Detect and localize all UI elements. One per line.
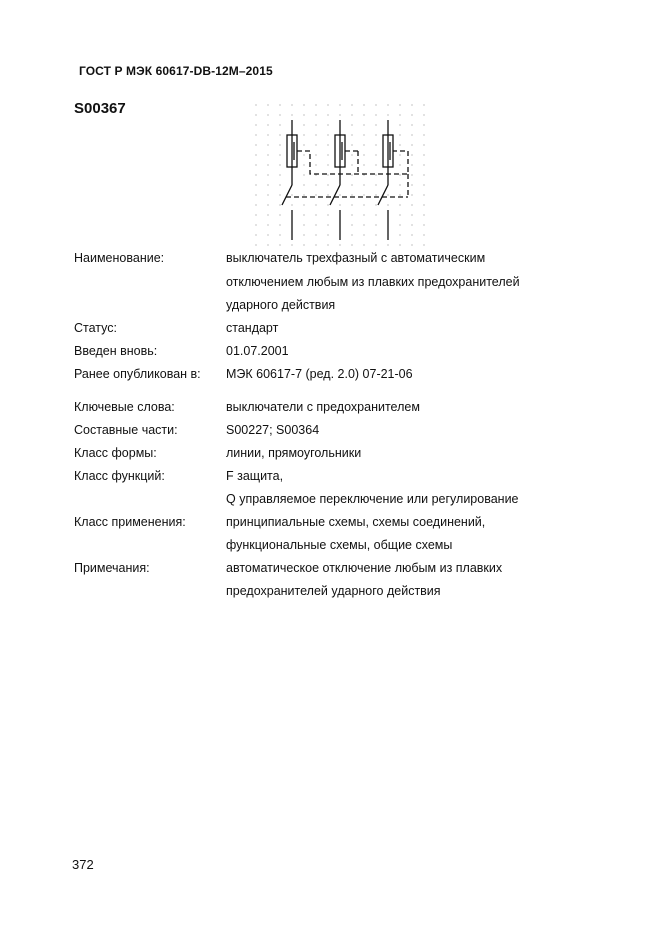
pole-1-switch-blade: [282, 185, 292, 205]
grid-dot: [303, 164, 304, 165]
grid-dot: [279, 164, 280, 165]
keywords-label: Ключевые слова:: [74, 400, 175, 414]
grid-dot: [315, 114, 316, 115]
notes-label: Примечания:: [74, 561, 150, 575]
function-class-value-line-2: Q управляемое переключение или регулирование: [226, 492, 519, 506]
grid-dot: [351, 214, 352, 215]
grid-dot: [387, 104, 388, 105]
grid-dot: [303, 244, 304, 245]
grid-dot: [411, 184, 412, 185]
grid-dot: [363, 194, 364, 195]
grid-dot: [315, 194, 316, 195]
grid-dot: [255, 214, 256, 215]
grid-dot: [351, 194, 352, 195]
grid-dot: [423, 144, 424, 145]
symbol-code: S00367: [74, 100, 126, 117]
grid-dot: [351, 104, 352, 105]
grid-dot: [339, 194, 340, 195]
grid-dot: [315, 144, 316, 145]
grid-dot: [279, 114, 280, 115]
grid-dot: [399, 114, 400, 115]
grid-dot: [411, 214, 412, 215]
grid-dot: [351, 234, 352, 235]
status-label: Статус:: [74, 321, 117, 335]
grid-dot: [315, 204, 316, 205]
grid-dot: [255, 234, 256, 235]
grid-dot: [255, 194, 256, 195]
grid-dot: [279, 144, 280, 145]
grid-dot: [303, 204, 304, 205]
grid-dot: [411, 194, 412, 195]
published-value: МЭК 60617-7 (ред. 2.0) 07-21-06: [226, 367, 413, 381]
function-class-value-line-1: F защита,: [226, 469, 284, 483]
notes-value-line-2: предохранителей ударного действия: [226, 584, 441, 598]
grid-dot: [255, 174, 256, 175]
grid-dot: [255, 184, 256, 185]
keywords-value: выключатели с предохранителем: [226, 400, 420, 414]
grid-dot: [375, 164, 376, 165]
grid-dot: [423, 164, 424, 165]
grid-dot: [327, 124, 328, 125]
status-value: стандарт: [226, 321, 279, 335]
grid-dot: [267, 124, 268, 125]
grid-dot: [291, 114, 292, 115]
grid-dot: [375, 134, 376, 135]
grid-dot: [399, 204, 400, 205]
grid-dot: [399, 184, 400, 185]
published-label: Ранее опубликован в:: [74, 367, 201, 381]
grid-dot: [411, 174, 412, 175]
grid-dot: [327, 144, 328, 145]
grid-dot: [327, 114, 328, 115]
grid-dot: [255, 124, 256, 125]
grid-dot: [423, 124, 424, 125]
grid-dot: [411, 134, 412, 135]
grid-dot: [327, 204, 328, 205]
grid-dot: [267, 214, 268, 215]
grid-dot: [387, 204, 388, 205]
grid-dot: [351, 124, 352, 125]
grid-dot: [375, 144, 376, 145]
document-header-title: ГОСТ Р МЭК 60617-DB-12M–2015: [79, 64, 273, 78]
grid-dot: [303, 114, 304, 115]
grid-dot: [327, 214, 328, 215]
grid-dot: [255, 114, 256, 115]
grid-dot: [315, 184, 316, 185]
grid-dot: [375, 234, 376, 235]
grid-dot: [363, 164, 364, 165]
grid-dot: [363, 134, 364, 135]
grid-dot: [399, 104, 400, 105]
grid-dot: [255, 104, 256, 105]
grid-dot: [339, 204, 340, 205]
pole-2-switch-blade: [330, 185, 340, 205]
grid-dot: [303, 184, 304, 185]
grid-dot: [399, 134, 400, 135]
grid-dot: [279, 204, 280, 205]
grid-dot: [255, 154, 256, 155]
grid-dot: [363, 144, 364, 145]
grid-dot: [279, 234, 280, 235]
grid-dot: [255, 134, 256, 135]
grid-dot: [399, 194, 400, 195]
grid-dot: [315, 214, 316, 215]
application-class-value-line-2: функциональные схемы, общие схемы: [226, 538, 453, 552]
grid-dot: [267, 104, 268, 105]
grid-dot: [315, 104, 316, 105]
grid-dot: [267, 134, 268, 135]
grid-dot: [363, 244, 364, 245]
application-class-value-line-1: принципиальные схемы, схемы соединений,: [226, 515, 486, 529]
fuse-switch-symbol: [282, 120, 408, 240]
grid-dot: [303, 124, 304, 125]
grid-dot: [399, 164, 400, 165]
grid-dot: [399, 174, 400, 175]
grid-dot: [303, 234, 304, 235]
grid-dot: [303, 144, 304, 145]
grid-dot: [423, 194, 424, 195]
grid-dot: [255, 144, 256, 145]
grid-dot: [267, 184, 268, 185]
grid-dot: [411, 154, 412, 155]
grid-dot: [351, 154, 352, 155]
name-value-line-1: выключатель трехфазный с автоматическим: [226, 251, 486, 265]
form-class-label: Класс формы:: [74, 446, 157, 460]
grid-dot: [327, 234, 328, 235]
notes-value-line-1: автоматическое отключение любым из плавких: [226, 561, 503, 575]
grid-dot: [423, 174, 424, 175]
grid-dot: [327, 164, 328, 165]
grid-dot: [303, 174, 304, 175]
grid-dot: [351, 244, 352, 245]
grid-dot: [327, 174, 328, 175]
grid-dot: [375, 114, 376, 115]
grid-dot: [315, 224, 316, 225]
grid-dot: [399, 214, 400, 215]
grid-dot: [423, 134, 424, 135]
grid-dot: [399, 244, 400, 245]
grid-dot: [279, 214, 280, 215]
grid-dot: [303, 154, 304, 155]
grid-dot: [315, 134, 316, 135]
grid-dot: [363, 214, 364, 215]
grid-dot: [267, 114, 268, 115]
grid-dot: [291, 244, 292, 245]
grid-dot: [267, 144, 268, 145]
grid-dot: [267, 244, 268, 245]
grid-dot: [423, 244, 424, 245]
grid-dot: [267, 194, 268, 195]
grid-dot: [267, 204, 268, 205]
grid-dot: [267, 154, 268, 155]
grid-dot: [267, 174, 268, 175]
grid-dot: [351, 204, 352, 205]
grid-dot: [399, 124, 400, 125]
grid-dot: [375, 244, 376, 245]
grid-dot: [303, 224, 304, 225]
grid-dot: [351, 114, 352, 115]
grid-dot: [315, 154, 316, 155]
grid-dot: [255, 224, 256, 225]
grid-dot: [363, 124, 364, 125]
grid-dot: [411, 224, 412, 225]
grid-dot: [327, 224, 328, 225]
grid-dot: [363, 204, 364, 205]
grid-dot: [363, 104, 364, 105]
name-value-line-2: отключением любым из плавких предохранителей: [226, 275, 520, 289]
grid-dot: [315, 124, 316, 125]
grid-dot: [387, 244, 388, 245]
grid-dot: [303, 214, 304, 215]
grid-dot: [279, 194, 280, 195]
grid-dot: [411, 124, 412, 125]
grid-dot: [267, 224, 268, 225]
grid-dot: [351, 164, 352, 165]
grid-dot: [387, 194, 388, 195]
grid-dot: [315, 164, 316, 165]
grid-dot: [303, 104, 304, 105]
grid-dot: [279, 174, 280, 175]
grid-dot: [327, 154, 328, 155]
grid-dot: [363, 184, 364, 185]
grid-dot: [387, 114, 388, 115]
grid-dot: [315, 234, 316, 235]
grid-dot: [351, 134, 352, 135]
grid-dot: [351, 184, 352, 185]
grid-dot: [423, 204, 424, 205]
grid-dot: [267, 164, 268, 165]
grid-dot: [375, 194, 376, 195]
introduced-label: Введен вновь:: [74, 344, 158, 358]
grid-dot: [279, 134, 280, 135]
parts-label: Составные части:: [74, 423, 178, 437]
grid-dot: [411, 204, 412, 205]
grid-dot: [375, 184, 376, 185]
grid-dot: [303, 134, 304, 135]
switch-fuse-symbol-diagram: [250, 100, 430, 250]
grid-dot: [423, 114, 424, 115]
grid-dot: [423, 154, 424, 155]
name-value-line-3: ударного действия: [226, 298, 336, 312]
grid-dot: [339, 114, 340, 115]
grid-dot: [411, 244, 412, 245]
grid-dot: [363, 234, 364, 235]
grid-dot: [375, 204, 376, 205]
grid-dot: [411, 114, 412, 115]
grid-dot: [363, 114, 364, 115]
parts-value: S00227; S00364: [226, 423, 320, 437]
grid-dot: [315, 244, 316, 245]
grid-dot: [399, 224, 400, 225]
grid-dot: [351, 144, 352, 145]
introduced-value: 01.07.2001: [226, 344, 289, 358]
grid-dot: [375, 224, 376, 225]
grid-dot: [291, 194, 292, 195]
grid-dot: [351, 224, 352, 225]
grid-dot: [411, 234, 412, 235]
name-label: Наименование:: [74, 251, 165, 265]
grid-dot: [279, 104, 280, 105]
grid-dot: [375, 124, 376, 125]
grid-dot: [255, 164, 256, 165]
grid-dot: [375, 174, 376, 175]
grid-dot: [279, 124, 280, 125]
grid-dot: [291, 204, 292, 205]
grid-dot: [279, 154, 280, 155]
grid-dot: [351, 174, 352, 175]
grid-dot: [411, 144, 412, 145]
grid-dot: [327, 194, 328, 195]
grid-dot: [339, 104, 340, 105]
grid-dot: [327, 244, 328, 245]
grid-dot: [327, 184, 328, 185]
function-class-label: Класс функций:: [74, 469, 165, 483]
grid-dot: [411, 104, 412, 105]
grid-dot: [327, 104, 328, 105]
grid-dot: [423, 224, 424, 225]
grid-dot: [291, 104, 292, 105]
grid-dot: [399, 154, 400, 155]
pole-3-switch-blade: [378, 185, 388, 205]
grid-dot: [423, 184, 424, 185]
grid-dot: [399, 144, 400, 145]
grid-dot: [303, 194, 304, 195]
form-class-value: линии, прямоугольники: [226, 446, 362, 460]
grid-dot: [375, 154, 376, 155]
page-number: 372: [72, 857, 94, 872]
grid-dot: [339, 244, 340, 245]
grid-dot: [423, 214, 424, 215]
application-class-label: Класс применения:: [74, 515, 186, 529]
grid-dot: [399, 234, 400, 235]
grid-dot: [411, 164, 412, 165]
grid-dot: [327, 134, 328, 135]
grid-dot: [363, 154, 364, 155]
grid-dot: [375, 104, 376, 105]
grid-dot: [363, 224, 364, 225]
grid-dot: [255, 204, 256, 205]
grid-dot: [423, 104, 424, 105]
grid-dot: [423, 234, 424, 235]
grid-dot: [279, 244, 280, 245]
grid-dot: [375, 214, 376, 215]
grid-dot: [267, 234, 268, 235]
grid-dot: [279, 184, 280, 185]
grid-dot: [279, 224, 280, 225]
grid-dot: [255, 244, 256, 245]
